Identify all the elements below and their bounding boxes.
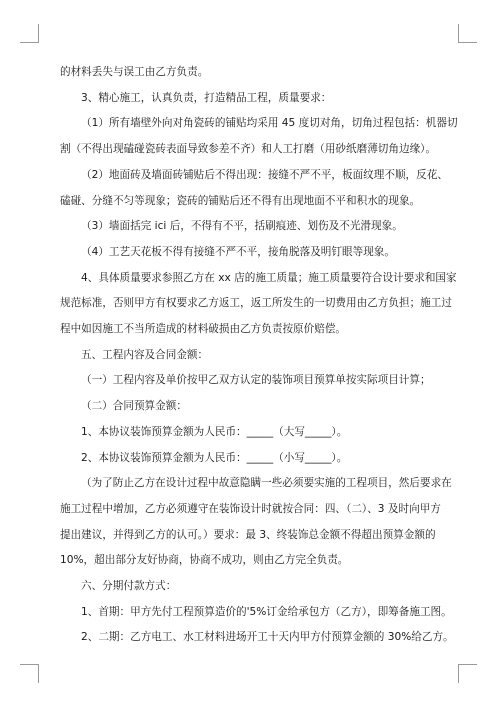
text-line: （2）地面砖及墙面砖铺贴后不得出现：接缝不严不平，板面纹理不顺，反花、 [81, 168, 448, 181]
text-line: 程中如因施工不当所造成的材料破损由乙方负责按原价赔偿。 [60, 323, 347, 335]
text-line: （为了防止乙方在设计过程中故意隐瞒一些必须要实施的工程项目，然后要求在 [81, 477, 452, 490]
text-line: （4）工艺天花板不得有接缝不严不平，接角脱落及明钉眼等现象。 [81, 245, 395, 258]
text-line: 施工过程中增加，乙方必须遵守在装饰设计时就按合同：四、（二）、3 及时向甲方 [60, 502, 441, 515]
text-line: 的材料丢失与误工由乙方负责。 [60, 66, 209, 78]
text-line: 五、工程内容及合同金额： [81, 348, 209, 361]
crop-mark-bottom-right [458, 664, 477, 683]
text-line: 割（不得出现磕碰瓷砖表面导致参差不齐）和人工打磨（用砂纸磨薄切角边缘）。 [60, 143, 437, 156]
text-line: （1）所有墙壁外向对角瓷砖的铺贴均采用 45 度切对角，切角过程包括：机器切 [81, 117, 458, 130]
text-line: 10%，超出部分友好协商，协商不成功，则由乙方完全负责。 [60, 554, 349, 567]
text-line: 2、二期：乙方电工、水工材料进场开工十天内甲方付预算金额的 30%给乙方。 [81, 631, 454, 644]
text-line: （二）合同预算金额： [81, 400, 187, 413]
crop-mark-top-right [458, 24, 477, 43]
crop-mark-top-left [20, 24, 39, 43]
text-line: 提出建议，并得到乙方的认可。）要求：最 3、终装饰总金额不得超出预算金额的 [60, 528, 436, 541]
text-line: 规范标准，否则甲方有权要求乙方返工，返工所发生的一切费用由乙方负担；施工过 [60, 297, 452, 310]
text-line: 磕碰、分缝不匀等现象；瓷砖的铺贴后还不得有出现地面不平和积水的现象。 [60, 194, 421, 207]
text-line: 3、精心施工，认真负责，打造精品工程，质量要求： [81, 91, 332, 104]
text-line: 1、首期：甲方先付工程预算造价的'5%订金给承包方（乙方），即筹备施工图。 [81, 605, 452, 618]
text-line: （一）工程内容及单价按甲乙双方认定的装饰项目预算单按实际项目计算； [81, 374, 431, 387]
text-line: 4、具体质量要求参照乙方在 xx 店的施工质量；施工质量要符合设计要求和国家 [81, 271, 457, 284]
text-line: （3）墙面括完 ici 后，不得有不平，括刷痕迹、划伤及不光滑现象。 [81, 220, 403, 233]
text-line: 2、本协议装饰预算金额为人民币：_____（小写_____）。 [81, 451, 348, 464]
text-line: 六、分期付款方式： [81, 580, 177, 592]
crop-mark-bottom-left [20, 664, 39, 683]
text-line: 1、本协议装饰预算金额为人民币：_____（大写_____）。 [81, 425, 348, 438]
